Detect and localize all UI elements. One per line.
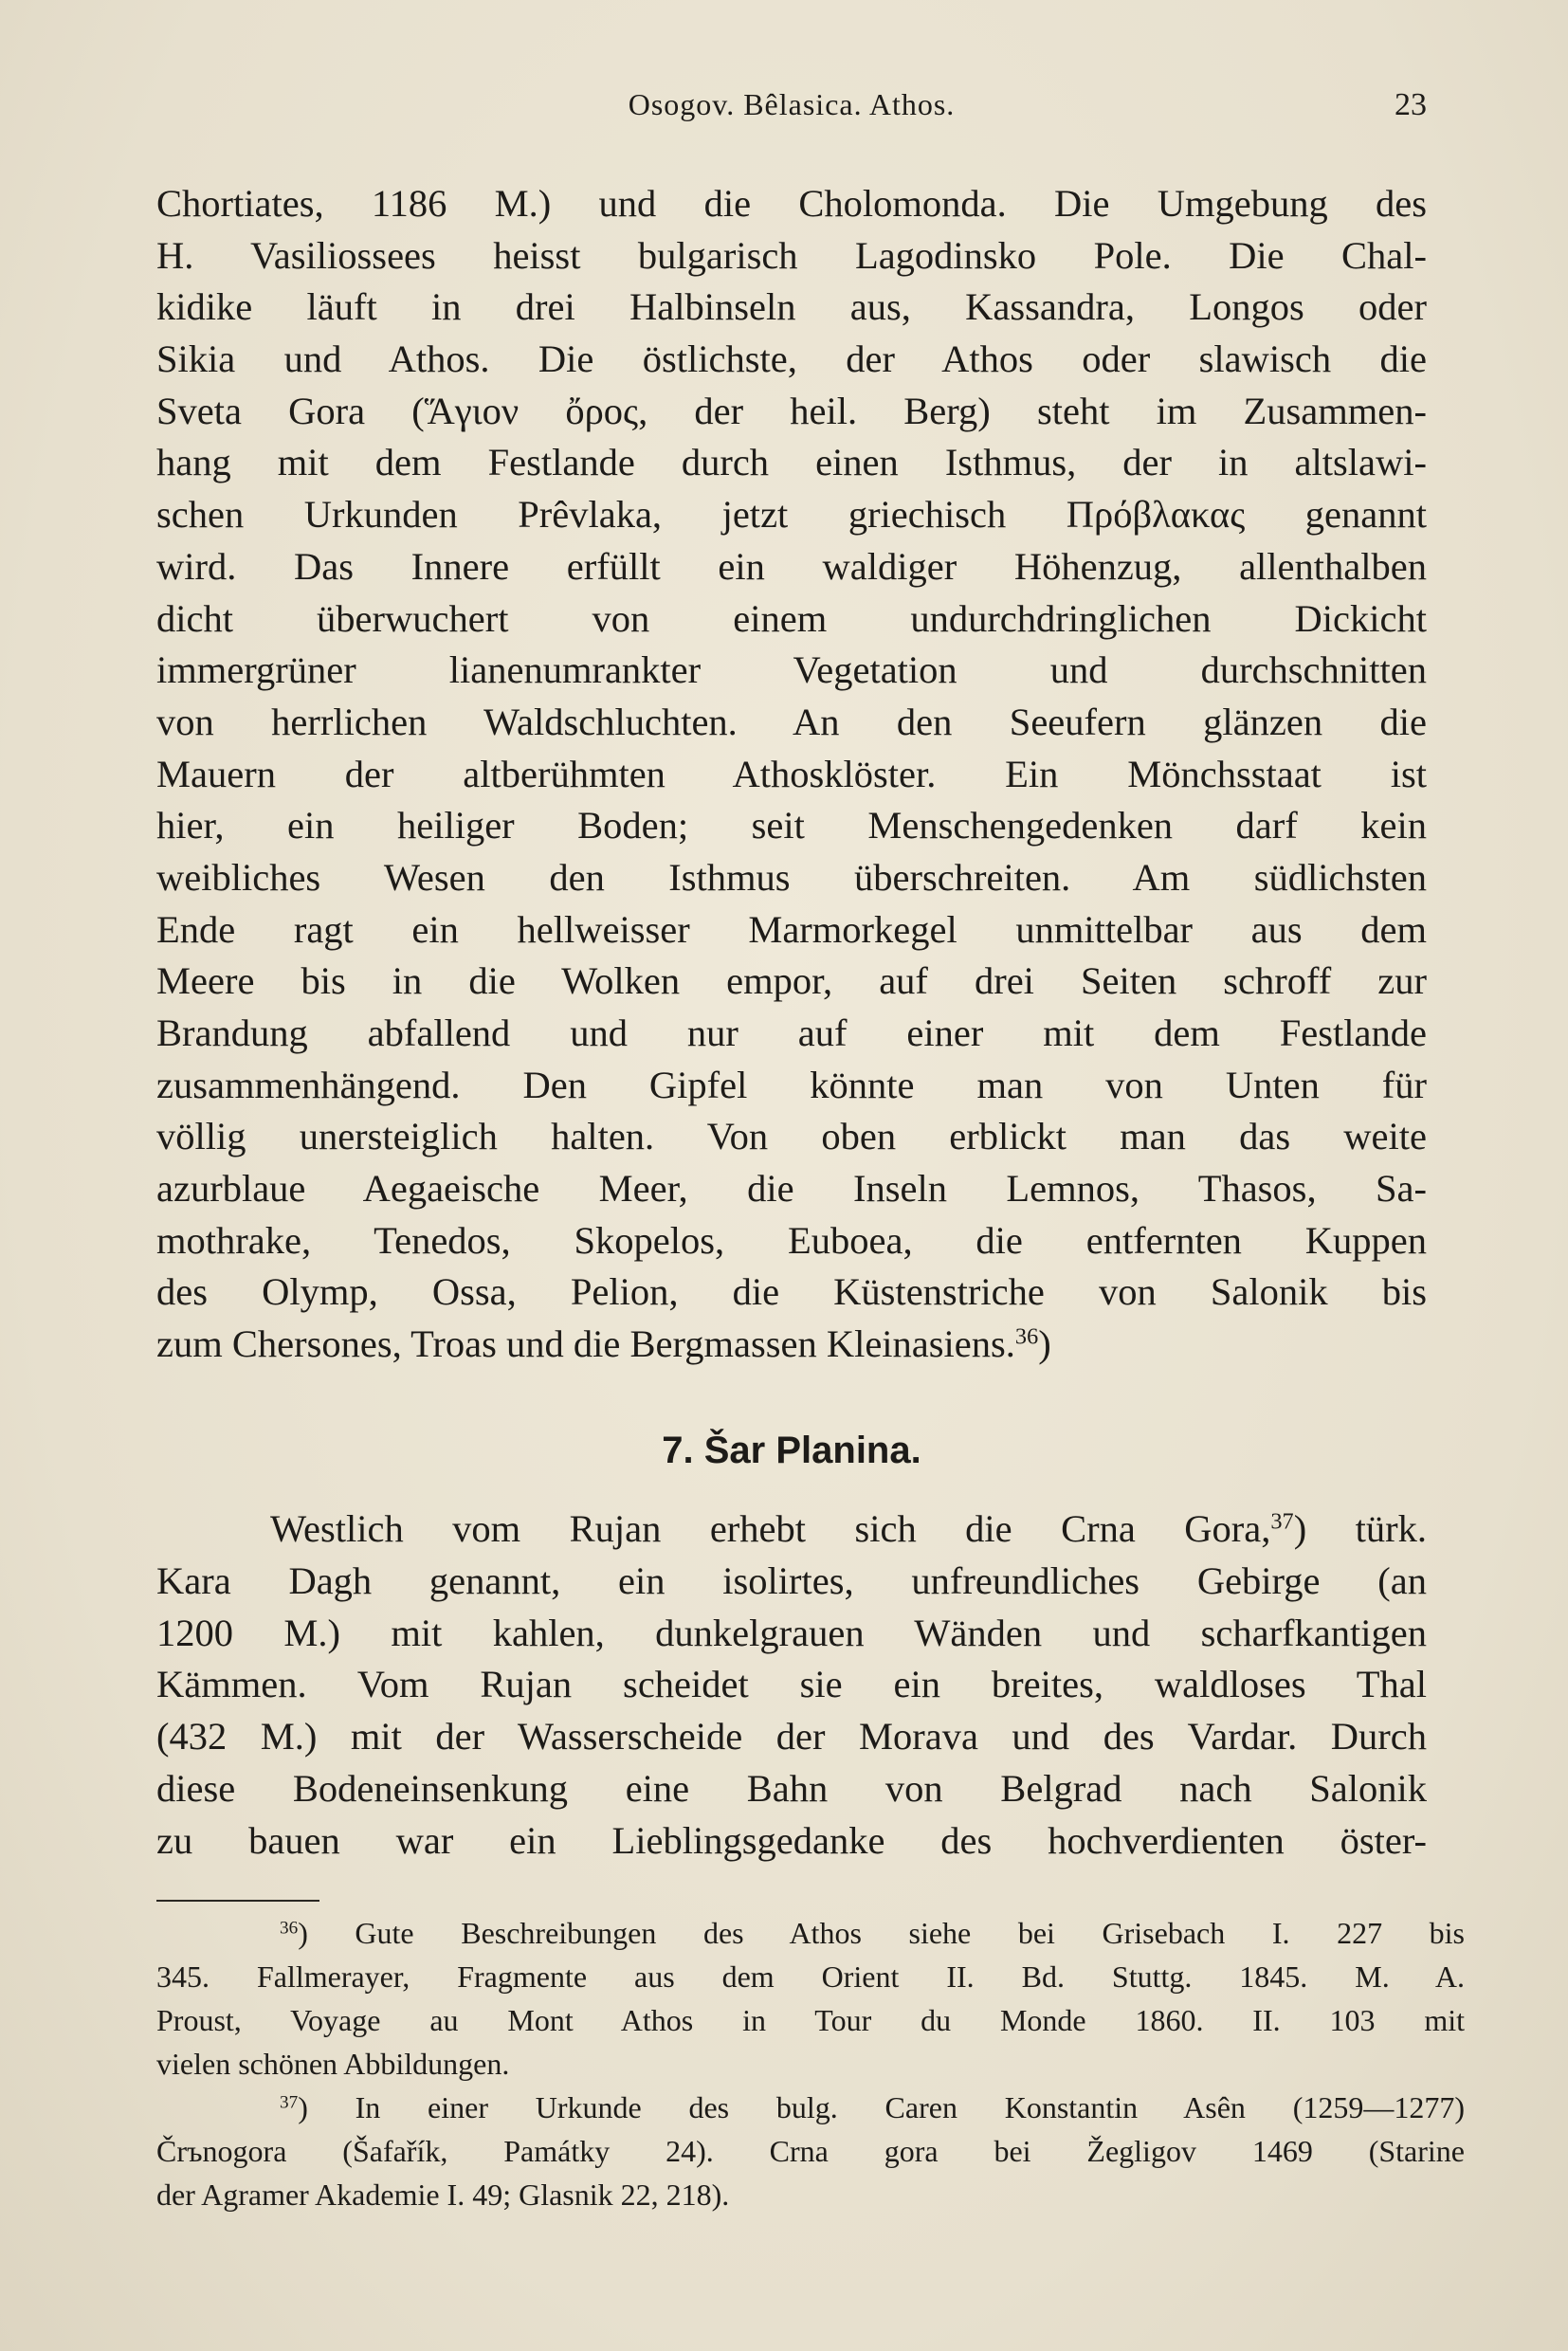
text-line: Kara Dagh genannt, ein isolirtes, unfreundliches Gebirge (an — [156, 1558, 1427, 1602]
footnote-36-line — [156, 1911, 1465, 1955]
text-line: mothrake, Tenedos, Skopelos, Euboea, die entfernten Kuppen — [156, 1218, 1427, 1262]
text-line: Mauern der altberühmten Athosklöster. Ein Mönchsstaat ist — [156, 752, 1427, 795]
footnote-number: 36 — [280, 1918, 299, 1939]
footnote-line: Črъnogora (Šafařík, Památky 24). Crna gora bei Žegligov 1469 (Starine — [156, 2134, 1465, 2168]
text-line: Sikia und Athos. Die östlichste, der Athos oder slawisch die — [156, 337, 1427, 381]
footnote-divider — [156, 1900, 319, 1902]
text-line: hier, ein heiliger Boden; seit Menschengedenken darf kein — [156, 804, 1427, 847]
text-line: weibliches Wesen den Isthmus überschreiten. Am südlichsten — [156, 855, 1427, 899]
text-line-first — [156, 1504, 1427, 1556]
text-line: von herrlichen Waldschluchten. An den Seeufern glänzen die — [156, 700, 1427, 743]
footnote-number: 37 — [280, 2092, 299, 2113]
text-line: 1200 M.) mit kahlen, dunkelgrauen Wänden und scharfkantigen — [156, 1611, 1427, 1654]
text-line: dicht überwuchert von einem undurchdringlichen Dickicht — [156, 596, 1427, 640]
text-line: immergrüner lianenumrankter Vegetation und durchschnitten — [156, 648, 1427, 692]
text-line: Kämmen. Vom Rujan scheidet sie ein breites, waldloses Thal — [156, 1663, 1427, 1706]
text-line: (432 M.) mit der Wasserscheide der Morava und des Vardar. Durch — [156, 1715, 1427, 1759]
footnotes — [156, 1911, 1465, 2216]
text-line: hang mit dem Festlande durch einen Isthmus, der in altslawi- — [156, 441, 1427, 484]
text-line-tail: ) türk. — [1293, 1507, 1427, 1550]
text-line: zu bauen war ein Lieblingsgedanke des hochverdienten öster- — [156, 1818, 1427, 1862]
closing-paren: ) — [1038, 1322, 1051, 1366]
footnote-ref-36[interactable]: 36 — [1014, 1323, 1039, 1350]
footnote-line: Proust, Voyage au Mont Athos in Tour du Monde 1860. II. 103 mit — [156, 2003, 1465, 2037]
text-line: H. Vasiliossees heisst bulgarisch Lagodinsko Pole. Die Chal- — [156, 233, 1427, 277]
text-line: zusammenhängend. Den Gipfel könnte man von Unten für — [156, 1063, 1427, 1106]
footnote-text: ) In einer Urkunde des bulg. Caren Konstantin Asên (1259—1277) — [298, 2090, 1465, 2124]
text-line: Sveta Gora (Ἅγιον ὄρος, der heil. Berg) steht im Zusammen- — [156, 389, 1427, 432]
footnote-line: vielen schönen Abbildungen. — [156, 2047, 510, 2081]
text-line: azurblaue Aegaeische Meer, die Inseln Lemnos, Thasos, Sa- — [156, 1167, 1427, 1211]
section-heading: 7. Šar Planina. — [662, 1430, 921, 1471]
text-line: kidike läuft in drei Halbinseln aus, Kassandra, Longos oder — [156, 285, 1427, 329]
footnote-ref-37[interactable]: 37 — [1270, 1508, 1294, 1535]
footnote-text: ) Gute Beschreibungen des Athos siehe bei Grisebach I. 227 bis — [298, 1916, 1465, 1950]
footnote-line: 345. Fallmerayer, Fragmente aus dem Orient II. Bd. Stuttg. 1845. M. A. — [156, 1959, 1465, 1994]
paragraph-athos — [156, 178, 1427, 1371]
text-line: schen Urkunden Prêvlaka, jetzt griechisch Πρόβλακας genannt — [156, 493, 1427, 537]
text-line: Brandung abfallend und nur auf einer mit dem Festlande — [156, 1011, 1427, 1054]
page-number: 23 — [1395, 87, 1427, 122]
paragraph-sar-planina — [156, 1504, 1427, 1868]
text-line-content: zum Chersones, Troas und die Bergmassen Kleinasiens. — [156, 1322, 1015, 1366]
text-line: Chortiates, 1186 M.) und die Cholomonda. Die Umgebung des — [156, 182, 1427, 225]
running-title: Osogov. Bêlasica. Athos. — [628, 87, 956, 121]
text-line-last — [156, 1319, 1427, 1371]
text-line: diese Bodeneinsenkung eine Bahn von Belgrad nach Salonik — [156, 1766, 1427, 1810]
text-line-content: Westlich vom Rujan erhebt sich die Crna Gora, — [270, 1507, 1271, 1550]
footnote-line: der Agramer Akademie I. 49; Glasnik 22, 218). — [156, 2178, 730, 2212]
text-line: Meere bis in die Wolken empor, auf drei Seiten schroff zur — [156, 959, 1427, 1003]
text-line: Ende ragt ein hellweisser Marmorkegel unmittelbar aus dem — [156, 907, 1427, 951]
text-line: völlig unersteiglich halten. Von oben erblickt man das weite — [156, 1115, 1427, 1158]
running-head — [156, 87, 1427, 135]
text-line: wird. Das Innere erfüllt ein waldiger Höhenzug, allenthalben — [156, 544, 1427, 588]
footnote-37-line — [156, 2086, 1465, 2129]
text-line: des Olymp, Ossa, Pelion, die Küstenstriche von Salonik bis — [156, 1270, 1427, 1314]
